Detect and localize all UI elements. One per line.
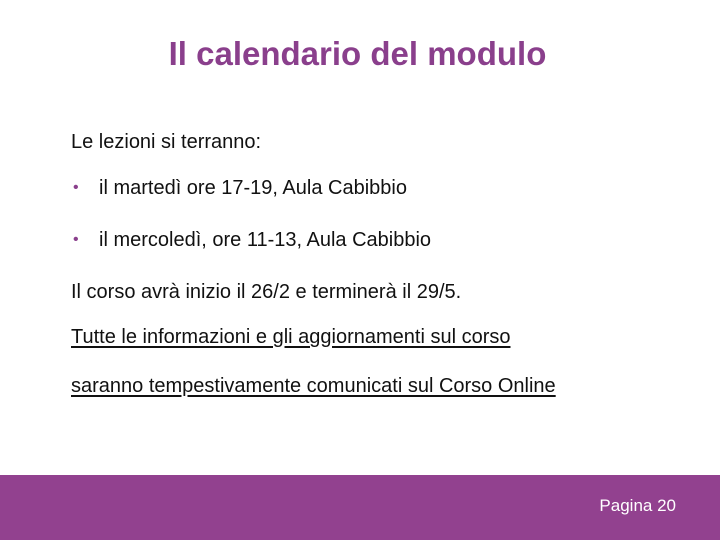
- list-item-text: il martedì ore 17-19, Aula Cabibbio: [99, 177, 407, 199]
- schedule-list: [71, 176, 431, 280]
- info-link-line-1[interactable]: Tutte le informazioni e gli aggiornamenti sul corso: [71, 326, 511, 348]
- bullet-icon: •: [73, 231, 79, 248]
- list-item: [71, 176, 431, 200]
- info-link-line-2[interactable]: saranno tempestivamente comunicati sul Corso Online: [71, 375, 556, 397]
- footer-bar: [0, 475, 720, 540]
- slide-title: Il calendario del modulo: [168, 35, 547, 72]
- bullet-icon: •: [73, 179, 79, 196]
- list-item-text: il mercoledì, ore 11-13, Aula Cabibbio: [99, 229, 432, 251]
- list-item: [71, 228, 431, 252]
- page-number: Pagina 20: [599, 496, 676, 515]
- course-dates-text: Il corso avrà inizio il 26/2 e terminerà il 29/5.: [71, 281, 462, 303]
- intro-text: Le lezioni si terranno:: [71, 131, 262, 153]
